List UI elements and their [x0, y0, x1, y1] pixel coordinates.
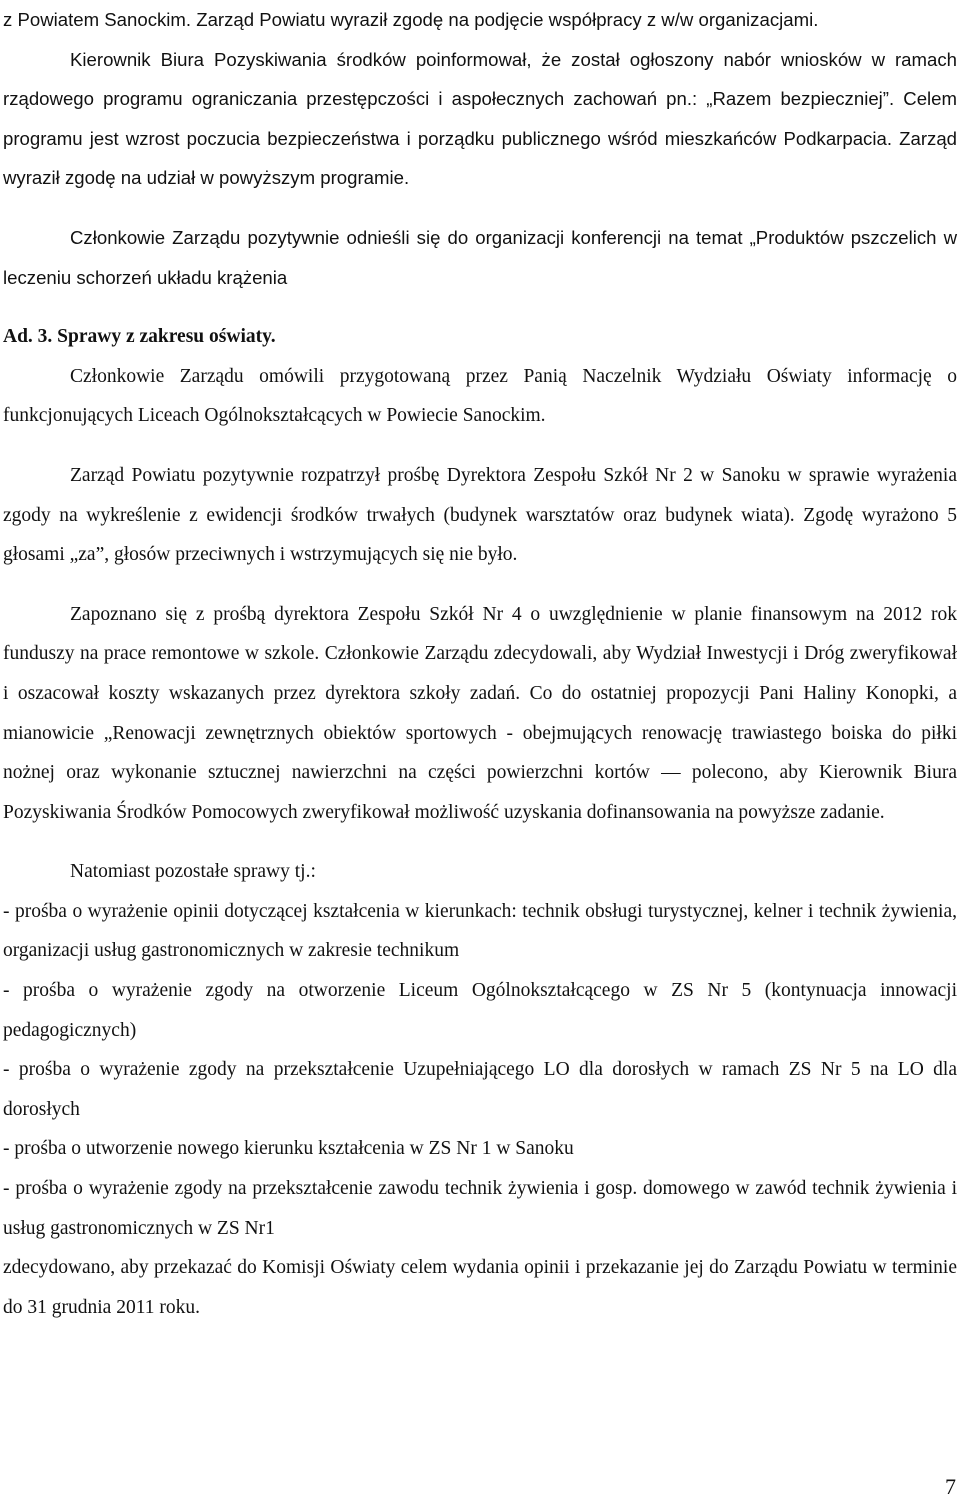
paragraph-program-intro: Kierownik Biura Pozyskiwania środków poinformował, że został ogłoszony nabór wniosków w ramach rządowego programu ograniczania przestępczości i aspołecznych zachowań pn.: „Razem bezpieczniej”. [3, 48, 957, 110]
list-item: - prośba o wyrażenie opinii dotyczącej kształcenia w kierunkach: technik obsługi turystycznej, kelner i technik żywienia, organizacji usług gastronomicznych w zakresie technikum [3, 900, 957, 962]
paragraph-zs4: Zapoznano się z prośbą dyrektora Zespołu Szkół Nr 4 o uwzględnienie w planie finansowym na 2012 rok funduszy na prace remontowe w szkole. Członkowie Zarządu zdecydowali, aby Wydział Inwestycji i Dróg zweryfikował i oszacował koszty wskazanych przez dyrektora szkoły zadań. Co do ostatniej propozycji Pani Haliny Konopki, a mianowicie „Renowacji zewnętrznych obiektów sportowych - obejmujących renowację trawiastego boiska do piłki nożnej oraz wykonanie sztucznej nawierzchni na części powierzchni kortów — polecono, aby Kierownik Biura Pozyskiwania Środków Pomocowych zweryfikował możliwość uzyskania dofinansowania na powyższe zadanie. [3, 603, 957, 823]
paragraph-cooperation [3, 0, 957, 198]
section-heading: Ad. 3. Sprawy z zakresu oświaty. [3, 326, 276, 348]
paragraph-zs2: Zarząd Powiatu pozytywnie rozpatrzył prośbę Dyrektora Zespołu Szkół Nr 2 w Sanoku w sprawie wyrażenia zgody na wykreślenie z ewidencji środków trwałych (budynek warsztatów oraz budynek wiata). Zgodę wyrażono 5 głosami „za”, głosów przeciwnych i wstrzymujących się nie było. [3, 464, 957, 566]
document-page [3, 0, 957, 1327]
paragraph-cooperation-line1: z Powiatem Sanockim. Zarząd Powiatu wyraził zgodę na podjęcie współpracy z w/w organizacjami. [3, 9, 819, 30]
list-item: - prośba o wyrażenie zgody na przekształcenie zawodu technik żywienia i gosp. domowego w zawód technik żywienia i usług gastronomicznych w ZS Nr1 [3, 1178, 957, 1239]
paragraph-program-goal: Celem programu jest wzrost poczucia bezpieczeństwa i porządku publicznego wśród mieszkańców Podkarpacia. Zarząd wyraził zgodę na udział w powyższym programie. [3, 88, 958, 189]
paragraph-conference: Członkowie Zarządu pozytywnie odnieśli się do organizacji konferencji na temat „Produktów pszczelich w leczeniu schorzeń układu krążenia [3, 226, 957, 288]
paragraph-licea: Członkowie Zarządu omówili przygotowaną przez Panią Naczelnik Wydziału Oświaty informację o funkcjonujących Liceach Ogólnokształcących w Powiecie Sanockim. [3, 365, 957, 427]
paragraph-other-matters: Natomiast pozostałe sprawy tj.: [70, 861, 316, 883]
list-item: - prośba o wyrażenie zgody na otworzenie Liceum Ogólnokształcącego w ZS Nr 5 (kontynuacja innowacji pedagogicznych) [3, 980, 957, 1041]
page-number: 7 [945, 1474, 956, 1499]
paragraph-decision: zdecydowano, aby przekazać do Komisji Oświaty celem wydania opinii i przekazanie jej do Zarządu Powiatu w terminie do 31 grudnia 2011 roku. [3, 1257, 957, 1318]
list-item: - prośba o utworzenie nowego kierunku kształcenia w ZS Nr 1 w Sanoku [3, 1138, 574, 1160]
list-item: - prośba o wyrażenie zgody na przekształcenie Uzupełniającego LO dla dorosłych w ramach ZS Nr 5 na LO dla dorosłych [3, 1059, 957, 1120]
matters-list [3, 892, 957, 1248]
